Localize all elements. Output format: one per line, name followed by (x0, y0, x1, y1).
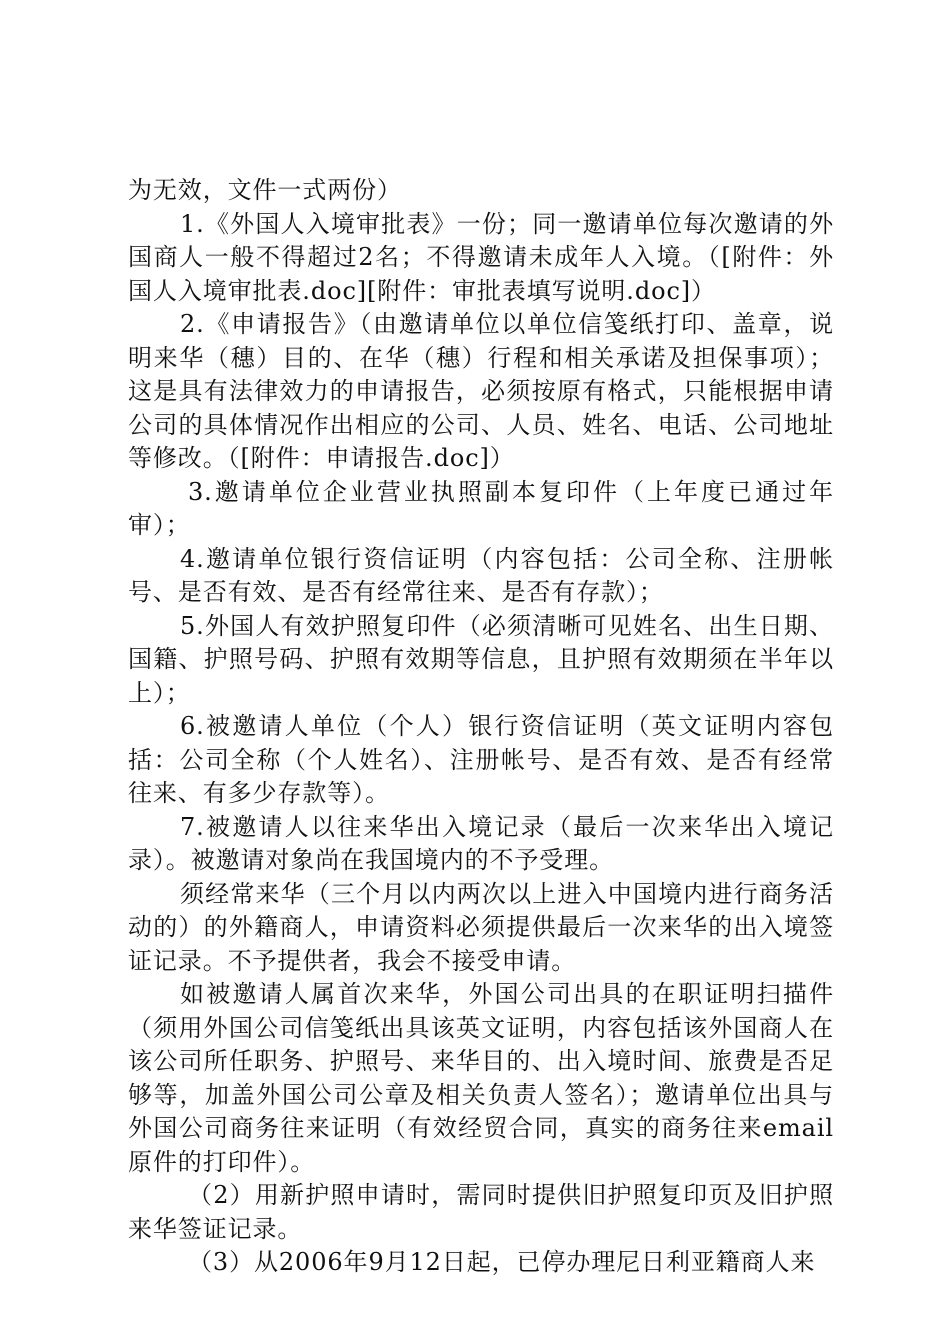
paragraph-new-passport: （2）用新护照申请时，需同时提供旧护照复印页及旧护照来华签证记录。 (128, 1181, 834, 1243)
paragraph-item-3: 3.邀请单位企业营业执照副本复印件（上年度已通过年审）； (128, 477, 834, 539)
paragraph-item-7: 7.被邀请人以往来华出入境记录（最后一次来华出入境记录）。被邀请对象尚在我国境内的不予受理。 (128, 812, 834, 874)
document-body (128, 174, 834, 1280)
paragraph-nigeria-notice: （3）从2006年9月12日起，已停办理尼日利亚籍商人来 (188, 1248, 816, 1276)
paragraph-item-2: 2.《申请报告》（由邀请单位以单位信笺纸打印、盖章，说明来华（穗）目的、在华（穗）行程和相关承诺及担保事项）；这是具有法律效力的申请报告，必须按原有格式，只能根据申请公司的具体情况作出相应的公司、人员、姓名、电话、公司地址等修改。（[附件：申请报告.doc]） (128, 310, 834, 472)
paragraph-continuation: 为无效，文件一式两份） (128, 176, 402, 204)
paragraph-first-visit: 如被邀请人属首次来华，外国公司出具的在职证明扫描件（须用外国公司信笺纸出具该英文证明，内容包括该外国商人在该公司所任职务、护照号、来华目的、出入境时间、旅费是否足够等，加盖外国公司公章及相关负责人签名）；邀请单位出具与外国公司商务往来证明（有效经贸合同，真实的商务往来email原件的打印件）。 (128, 980, 834, 1176)
paragraph-frequent-visitors: 须经常来华（三个月以内两次以上进入中国境内进行商务活动的）的外籍商人，申请资料必须提供最后一次来华的出入境签证记录。不予提供者，我会不接受申请。 (128, 879, 834, 975)
paragraph-item-6: 6.被邀请人单位（个人）银行资信证明（英文证明内容包括：公司全称（个人姓名）、注册帐号、是否有效、是否有经常往来、有多少存款等）。 (128, 712, 834, 807)
paragraph-item-1: 1.《外国人入境审批表》一份；同一邀请单位每次邀请的外国商人一般不得超过2名；不得邀请未成年人入境。（[附件：外国人入境审批表.doc][附件：审批表填写说明.doc]） (128, 209, 834, 305)
paragraph-item-4: 4.邀请单位银行资信证明（内容包括：公司全称、注册帐号、是否有效、是否有经常往来、是否有存款）； (128, 544, 834, 606)
paragraph-item-5: 5.外国人有效护照复印件（必须清晰可见姓名、出生日期、国籍、护照号码、护照有效期等信息，且护照有效期须在半年以上）； (128, 611, 834, 707)
